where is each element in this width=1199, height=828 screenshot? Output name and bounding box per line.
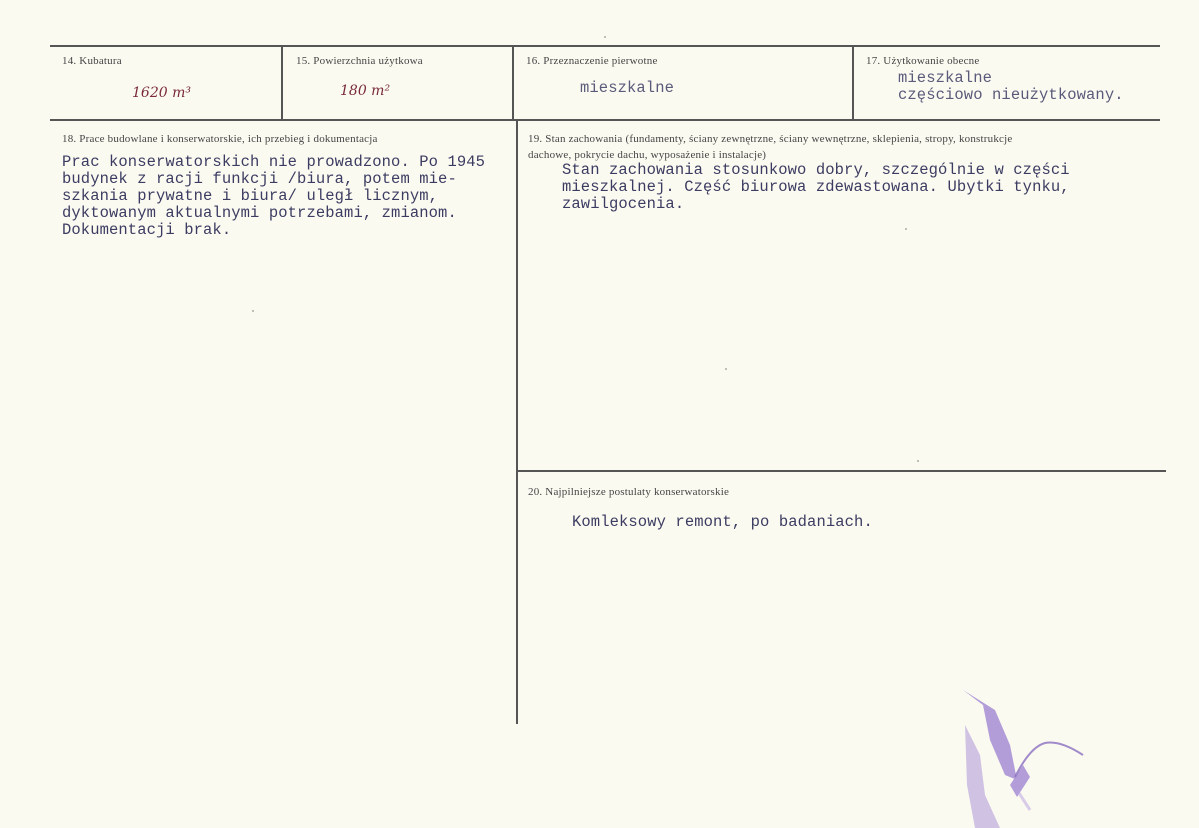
row2-middle-border [516,470,1166,472]
stan-line: mieszkalnej. Część biurowa zdewastowana. Ubytki tynku, [562,178,1070,196]
powierzchnia-value: 180 m² [340,83,391,99]
col-divider-3 [852,46,854,120]
stan-line: Stan zachowania stosunkowo dobry, szczególnie w części [562,161,1070,179]
col-divider-1 [281,46,283,120]
prace-line: dyktowanym aktualnymi potrzebami, zmianom. [62,204,457,222]
top-border [50,45,1160,47]
stan-line: zawilgocenia. [562,195,685,213]
uzytkowanie-value-line2: częściowo nieużytkowany. [898,86,1124,104]
powierzchnia-label: 15. Powierzchnia użytkowa [296,55,423,67]
stamp-mark-icon [955,685,1095,828]
stan-label-line2: dachowe, pokrycie dachu, wyposażenie i instalacje) [528,149,767,161]
postulaty-value: Komleksowy remont, po badaniach. [572,513,873,531]
prace-line: Prac konserwatorskich nie prowadzono. Po 1945 [62,153,486,171]
paper-speck [252,310,254,312]
uzytkowanie-label: 17. Użytkowanie obecne [866,55,980,67]
paper-speck [604,36,606,38]
kubatura-value: 1620 m³ [132,85,191,101]
paper-speck [917,460,919,462]
uzytkowanie-value-line1: mieszkalne [898,69,993,87]
paper-speck [725,368,727,370]
kubatura-label: 14. Kubatura [62,55,122,67]
col-divider-2 [512,46,514,120]
center-divider [516,120,518,724]
przeznaczenie-label: 16. Przeznaczenie pierwotne [526,55,658,67]
prace-label: 18. Prace budowlane i konserwatorskie, ich przebieg i dokumentacja [62,133,378,145]
paper-speck [905,228,907,230]
prace-line: Dokumentacji brak. [62,221,232,239]
stan-label-line1: 19. Stan zachowania (fundamenty, ściany zewnętrzne, ściany wewnętrzne, sklepienia, stropy, konstrukcje [528,133,1013,145]
postulaty-label: 20. Najpilniejsze postulaty konserwatorskie [528,486,730,498]
prace-line: budynek z racji funkcji /biura, potem mie- [62,170,457,188]
prace-line: szkania prywatne i biura/ uległ licznym, [62,187,439,205]
przeznaczenie-value: mieszkalne [580,79,675,97]
row1-bottom-border [50,119,1160,121]
